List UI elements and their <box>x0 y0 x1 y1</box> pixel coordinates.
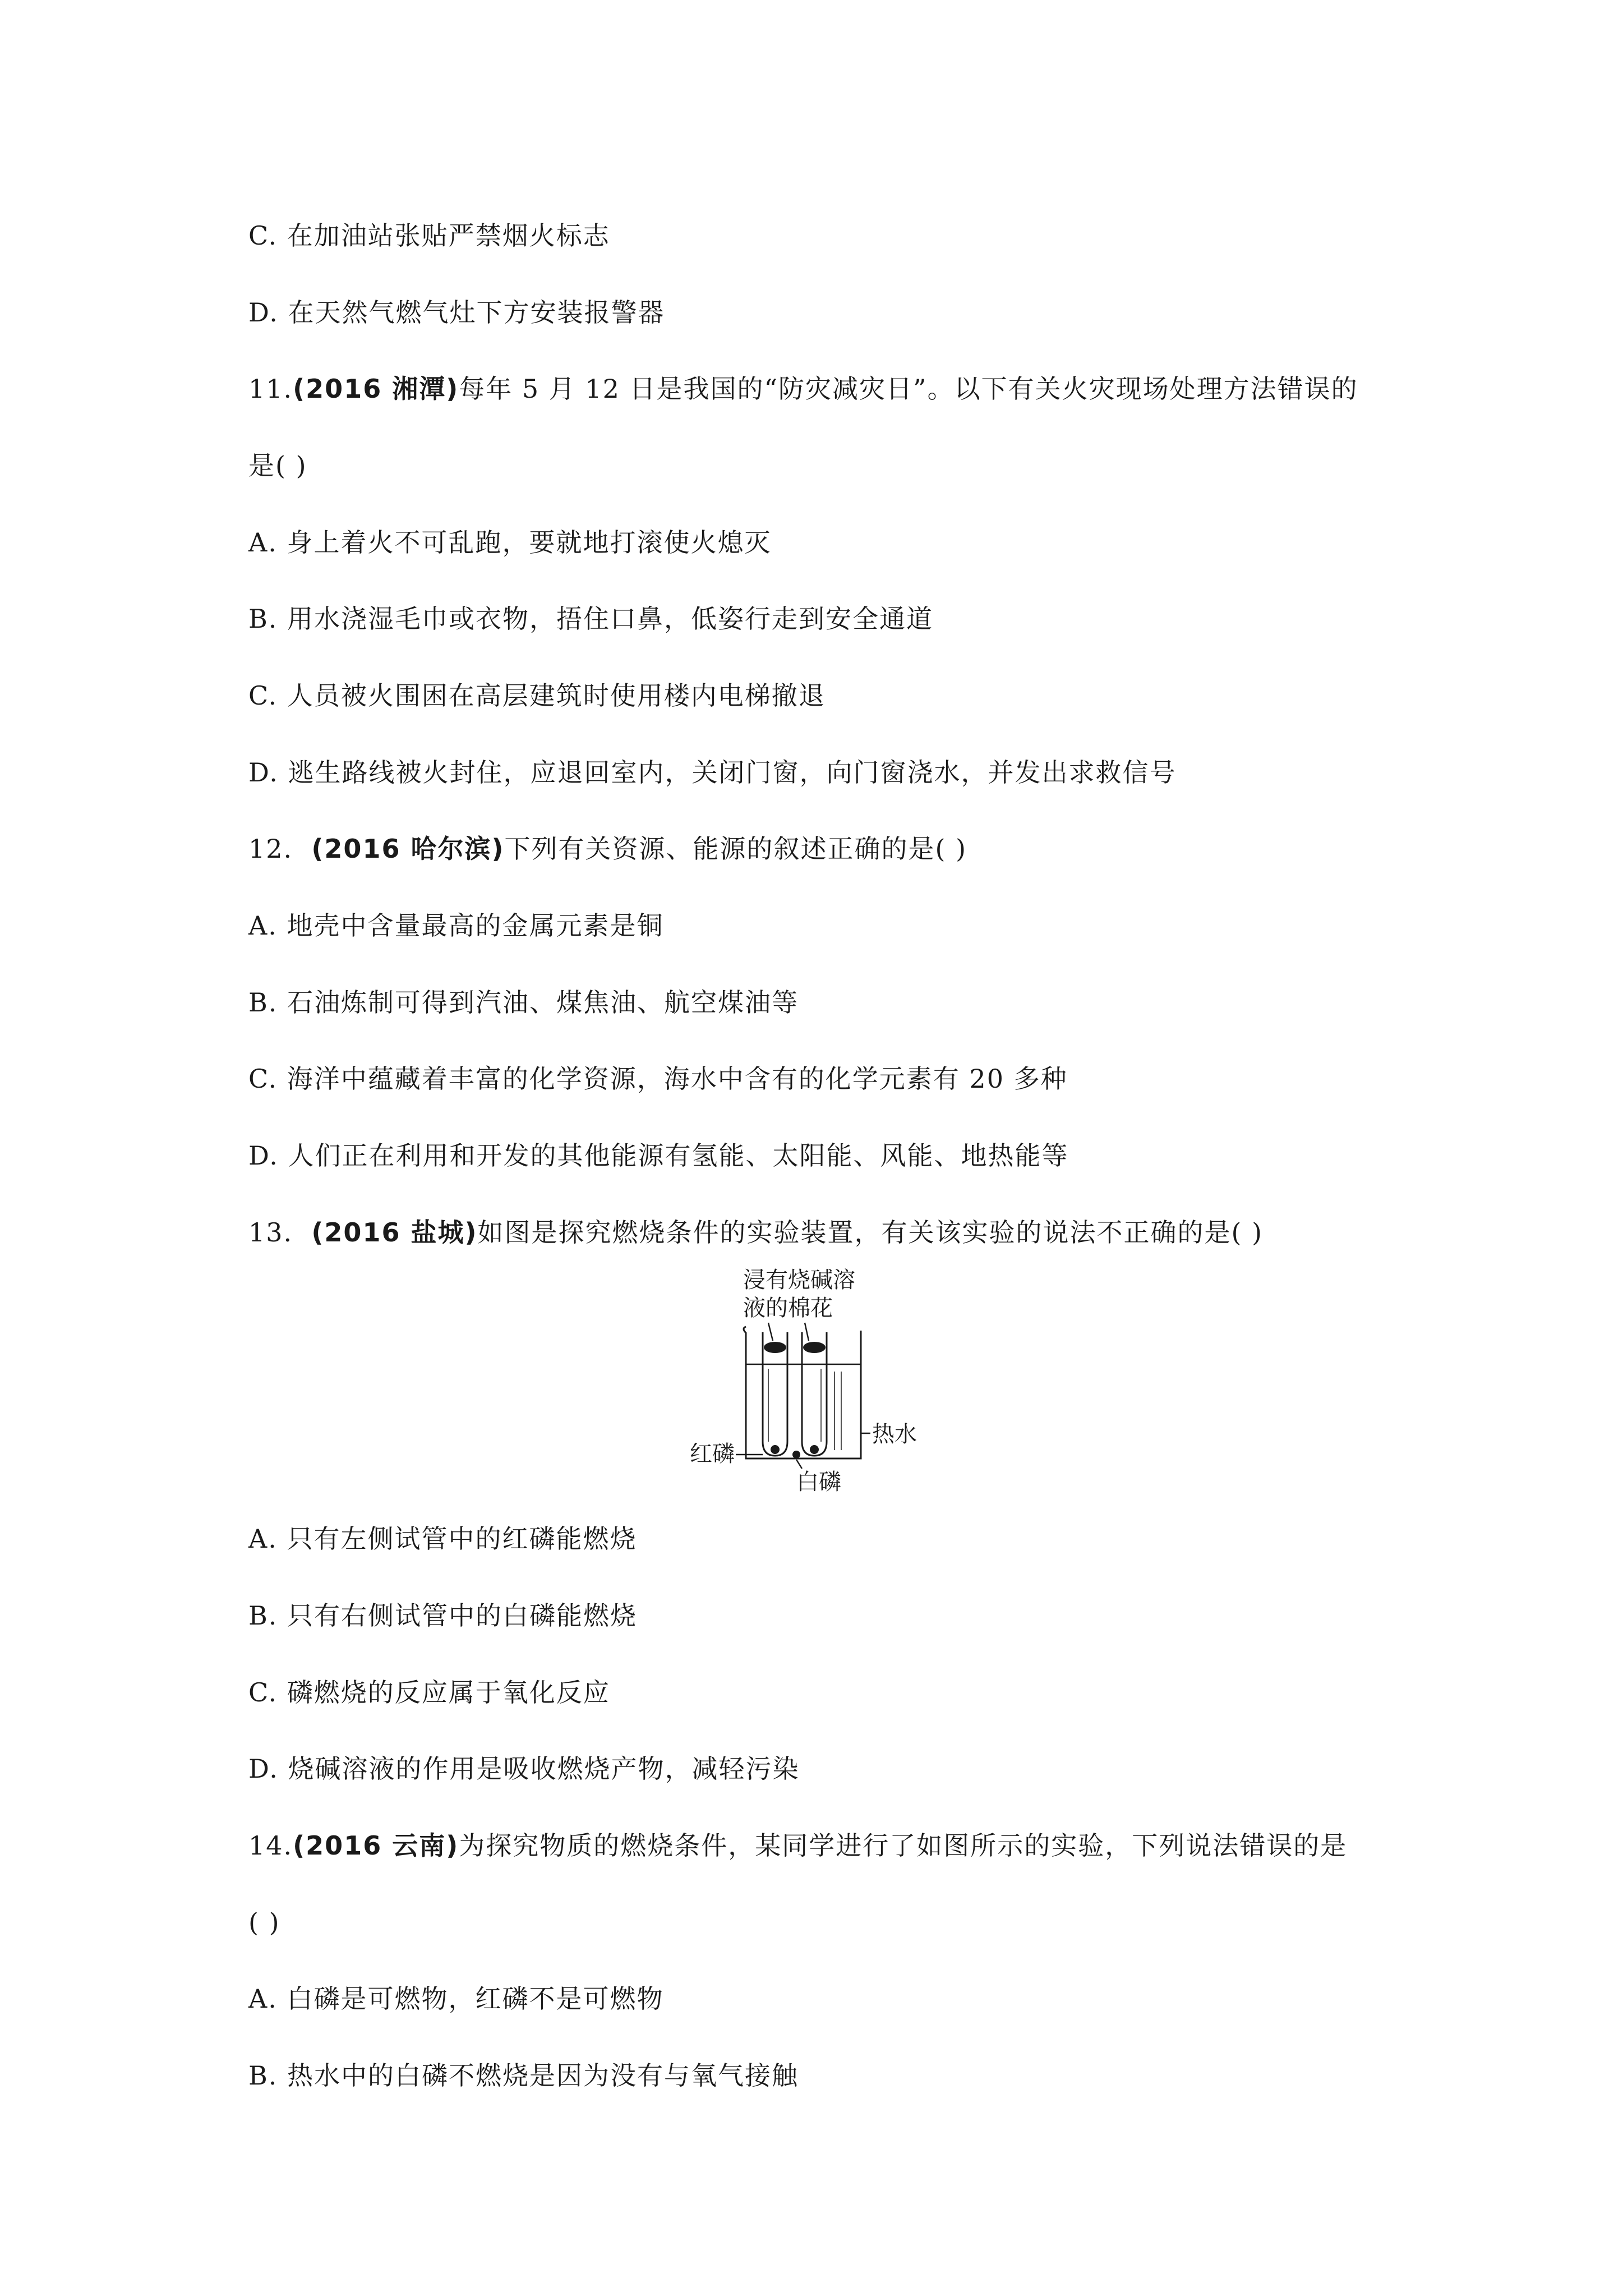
q11-stem-continued: 是( ) <box>248 450 307 481</box>
q13-number: 13. <box>248 1217 293 1248</box>
red-phosphorus-sample <box>771 1445 780 1454</box>
q12-number: 12. <box>248 834 293 864</box>
q12-option-d: D. 人们正在利用和开发的其他能源有氢能、太阳能、风能、地热能等 <box>248 1140 1069 1171</box>
white-phosphorus-in-tube <box>810 1445 819 1454</box>
q14-option-a: A. 白磷是可燃物，红磷不是可燃物 <box>248 1984 664 2014</box>
q13-stem-text: 如图是探究燃烧条件的实验装置，有关该实验的说法不正确的是( ) <box>477 1217 1264 1248</box>
white-phosphorus-in-water <box>792 1451 800 1458</box>
q13-source: (2016 盐城) <box>311 1217 478 1248</box>
q12-source: (2016 哈尔滨) <box>311 834 505 864</box>
q12-option-c: C. 海洋中蕴藏着丰富的化学资源，海水中含有的化学元素有 20 多种 <box>248 1064 1068 1094</box>
q11-stem-text: 每年 5 月 12 日是我国的“防灾减灾日”。以下有关火灾现场处理方法错误的 <box>459 374 1358 404</box>
label-cotton-line1: 浸有烧碱溶 <box>743 1267 855 1293</box>
combustion-experiment-figure <box>690 1262 948 1498</box>
label-cotton-line2: 液的棉花 <box>743 1295 833 1321</box>
q11-number: 11. <box>248 374 293 404</box>
q14-stem-text: 为探究物质的燃烧条件，某同学进行了如图所示的实验，下列说法错误的是 <box>459 1830 1348 1861</box>
q14-stem-continued: ( ) <box>248 1907 280 1938</box>
white-p-leader <box>796 1460 802 1469</box>
apparatus-diagram <box>690 1262 948 1498</box>
q11-option-a: A. 身上着火不可乱跑，要就地打滚使火熄灭 <box>248 527 772 558</box>
label-red-phosphorus: 红磷 <box>690 1441 735 1467</box>
q13-option-d: D. 烧碱溶液的作用是吸收燃烧产物，减轻污染 <box>248 1754 800 1784</box>
label-hot-water: 热水 <box>872 1421 917 1447</box>
right-cotton-plug <box>803 1342 826 1353</box>
q14-stem <box>248 1829 1347 1862</box>
q14-option-b: B. 热水中的白磷不燃烧是因为没有与氧气接触 <box>248 2060 799 2091</box>
left-cotton-plug <box>764 1342 786 1353</box>
q12-stem-text: 下列有关资源、能源的叙述正确的是( ) <box>504 834 967 864</box>
cotton-leader-right <box>805 1323 809 1341</box>
q11-option-b: B. 用水浇湿毛巾或衣物，捂住口鼻，低姿行走到安全通道 <box>248 604 934 634</box>
cotton-leader-left <box>768 1323 773 1341</box>
q13-option-a: A. 只有左侧试管中的红磷能燃烧 <box>248 1524 637 1554</box>
q12-option-a: A. 地壳中含量最高的金属元素是铜 <box>248 910 664 941</box>
q12-stem <box>248 832 967 866</box>
q11-option-d: D. 逃生路线被火封住，应退回室内，关闭门窗，向门窗浇水，并发出求救信号 <box>248 757 1177 788</box>
q13-stem <box>248 1216 1263 1249</box>
q14-source: (2016 云南) <box>293 1830 459 1861</box>
q13-option-b: B. 只有右侧试管中的白磷能燃烧 <box>248 1600 638 1631</box>
q10-option-d: D. 在天然气燃气灶下方安装报警器 <box>248 297 665 328</box>
q11-source: (2016 湘潭) <box>293 374 459 404</box>
q10-option-c: C. 在加油站张贴严禁烟火标志 <box>248 220 610 251</box>
label-white-phosphorus: 白磷 <box>796 1469 841 1495</box>
q11-option-c: C. 人员被火围困在高层建筑时使用楼内电梯撤退 <box>248 680 826 711</box>
q12-option-b: B. 石油炼制可得到汽油、煤焦油、航空煤油等 <box>248 987 799 1018</box>
q11-stem <box>248 372 1358 406</box>
q14-number: 14. <box>248 1830 293 1861</box>
q13-option-c: C. 磷燃烧的反应属于氧化反应 <box>248 1677 610 1708</box>
